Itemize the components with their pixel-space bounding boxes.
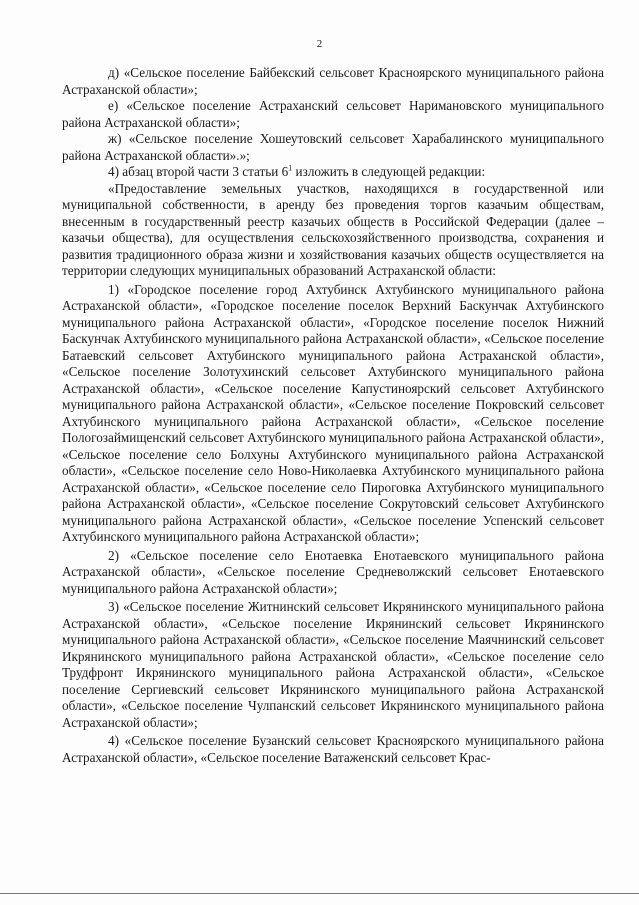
document-body [62, 65, 604, 766]
amendment-4-text: 4) абзац второй части 3 статьи 6 [108, 164, 289, 179]
paragraph-item-3: 3) «Сельское поселение Житнинский сельсовет Икрянинского муниципального района Астраханской области», «Сельское поселение Икрянинский сельсовет Икрянинского муниципального района Астраханской области», «Сельское поселение Маячнинский сельсовет Икрянинского муниципального района Астраханской области», «Сельское поселение село Трудфронт Икрянинского муниципального района Астраханской области», «Сельское поселение Сергиевский сельсовет Икрянинского муниципального района Астраханской области», «Сельское поселение Чулпанский сельсовет Икрянинского муниципального района Астраханской области»; [62, 599, 604, 730]
paragraph-item-1: 1) «Городское поселение город Ахтубинск Ахтубинского муниципального района Астраханской области», «Городское поселение поселок Верхний Баскунчак Ахтубинского муниципального района Астраханской области», «Городское поселение поселок Нижний Баскунчак Ахтубинского муниципального района Астраханской области», «Сельское поселение Батаевский сельсовет Ахтубинского муниципального района Астраханской области», «Сельское поселение Золотухинский сельсовет Ахтубинского муниципального района Астраханской области», «Сельское поселение Капустиноярский сельсовет Ахтубинского муниципального района Астраханской области», «Сельское поселение Покровский сельсовет Ахтубинского муниципального района Астраханской области», «Сельское поселение Пологозаймищенский сельсовет Ахтубинского муниципального района Астраханской области», «Сельское поселение село Болхуны Ахтубинского муниципального района Астраханской области», «Сельское поселение село Ново-Николаевка Ахтубинского муниципального района Астраханской области», «Сельское поселение село Пироговка Ахтубинского муниципального района Астраханской области», «Сельское поселение Сокрутовский сельсовет Ахтубинского муниципального района Астраханской области», «Сельское поселение Успенский сельсовет Ахтубинского муниципального района Астраханской области»; [62, 281, 604, 544]
paragraph-item-2: 2) «Сельское поселение село Енотаевка Енотаевского муниципального района Астраханской области», «Сельское поселение Средневолжский сельсовет Енотаевского муниципального района Астраханской области»; [62, 547, 604, 596]
amendment-4-rest: изложить в следующей редакции: [292, 164, 486, 179]
paragraph-d: д) «Сельское поселение Байбекский сельсовет Красноярского муниципального района Астраханской области»; [62, 65, 604, 97]
page-number: 2 [316, 38, 323, 50]
paragraph-zh: ж) «Сельское поселение Хошеутовский сельсовет Харабалинского муниципального района Астраханской области».»; [62, 131, 604, 163]
paragraph-e: е) «Сельское поселение Астраханский сельсовет Наримановского муниципального района Астраханской области»; [62, 98, 604, 130]
paragraph-item-4: 4) «Сельское поселение Бузанский сельсовет Красноярского муниципального района Астраханской области», «Сельское поселение Ватаженский сельсовет Крас- [62, 733, 604, 765]
paragraph-amendment-4 [62, 164, 604, 181]
bottom-divider [0, 893, 639, 894]
article-superscript: 1 [288, 163, 293, 173]
paragraph-new-wording: «Предоставление земельных участков, находящихся в государственной или муниципальной собственности, в аренду без проведения торгов казачьим обществам, внесенным в государственный реестр казачьих обществ в Российской Федерации (далее – казачьи общества), для осуществления сельскохозяйственного производства, сохранения и развития традиционного образа жизни и хозяйствования казачьих обществ осуществляется на территории следующих муниципальных образований Астраханской области: [62, 180, 604, 278]
